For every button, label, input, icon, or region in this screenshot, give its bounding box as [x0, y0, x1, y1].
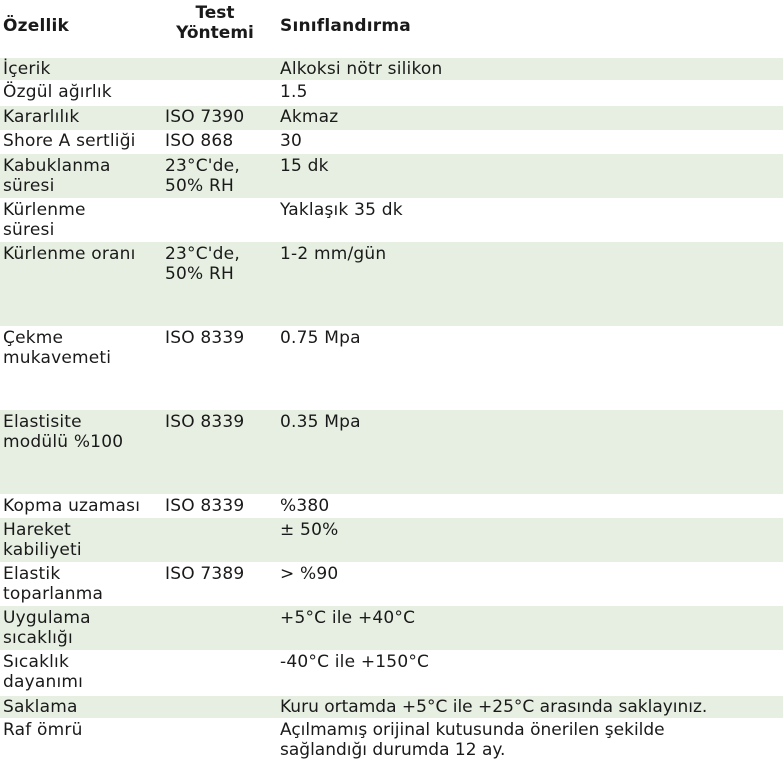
- row-value: Alkoksi nötr silikon: [280, 59, 443, 79]
- row-value: Açılmamış orijinal kutusunda önerilen şekilde sağlandığı durumda 12 ay.: [280, 720, 665, 760]
- row-property: Elastik toparlanma: [3, 564, 104, 604]
- row-value: 1.5: [280, 82, 308, 102]
- row-value: 30: [280, 131, 303, 151]
- row-method: ISO 8339: [165, 328, 245, 348]
- row-property: Sıcaklık dayanımı: [3, 652, 84, 692]
- row-value: > %90: [280, 564, 339, 584]
- row-method: ISO 868: [165, 131, 234, 151]
- row-property: Özgül ağırlık: [3, 82, 112, 102]
- row-property: İçerik: [3, 59, 51, 79]
- header-property: Özellik: [3, 16, 70, 36]
- row-value: 1-2 mm/gün: [280, 244, 387, 264]
- row-property: Saklama: [3, 697, 78, 717]
- row-method: 23°C'de, 50% RH: [165, 244, 240, 284]
- header-classification: Sınıflandırma: [280, 16, 411, 36]
- row-property: Kürlenme süresi: [3, 200, 86, 240]
- table-row: [0, 242, 783, 326]
- table-row: [0, 606, 783, 650]
- row-value: %380: [280, 496, 330, 516]
- table-row: [0, 518, 783, 562]
- row-method: ISO 8339: [165, 412, 245, 432]
- row-value: +5°C ile +40°C: [280, 608, 416, 628]
- row-property: Hareket kabiliyeti: [3, 520, 82, 560]
- row-method: 23°C'de, 50% RH: [165, 156, 240, 196]
- row-property: Shore A sertliği: [3, 131, 136, 151]
- row-property: Kürlenme oranı: [3, 244, 136, 264]
- row-method: ISO 7390: [165, 107, 245, 127]
- table-row: [0, 198, 783, 242]
- table-row: [0, 562, 783, 606]
- row-value: Kuru ortamda +5°C ile +25°C arasında saklayınız.: [280, 697, 708, 717]
- table-row: [0, 494, 783, 518]
- row-method: ISO 8339: [165, 496, 245, 516]
- row-value: 0.35 Mpa: [280, 412, 361, 432]
- table-row: [0, 58, 783, 80]
- row-value: ± 50%: [280, 520, 339, 540]
- row-property: Kabuklanma süresi: [3, 156, 111, 196]
- row-property: Raf ömrü: [3, 720, 83, 740]
- header-test-method: [165, 3, 265, 43]
- table-row: [0, 650, 783, 696]
- row-value: -40°C ile +150°C: [280, 652, 430, 672]
- table-row: [0, 154, 783, 198]
- row-value: 15 dk: [280, 156, 329, 176]
- row-value: 0.75 Mpa: [280, 328, 361, 348]
- table-header: [0, 0, 783, 58]
- row-property: Uygulama sıcaklığı: [3, 608, 91, 648]
- header-test-line2: Yöntemi: [176, 23, 254, 43]
- row-value: Akmaz: [280, 107, 339, 127]
- row-property: Kopma uzaması: [3, 496, 141, 516]
- table-row: [0, 696, 783, 718]
- header-test-line1: Test: [195, 3, 235, 23]
- table-row: [0, 410, 783, 494]
- table-row: [0, 326, 783, 410]
- row-property: Çekme mukavemeti: [3, 328, 112, 368]
- table-row: [0, 130, 783, 154]
- table-row: [0, 80, 783, 106]
- row-property: Elastisite modülü %100: [3, 412, 124, 452]
- row-property: Kararlılık: [3, 107, 80, 127]
- table-row: [0, 106, 783, 130]
- table-row: [0, 718, 783, 770]
- row-method: ISO 7389: [165, 564, 245, 584]
- row-value: Yaklaşık 35 dk: [280, 200, 403, 220]
